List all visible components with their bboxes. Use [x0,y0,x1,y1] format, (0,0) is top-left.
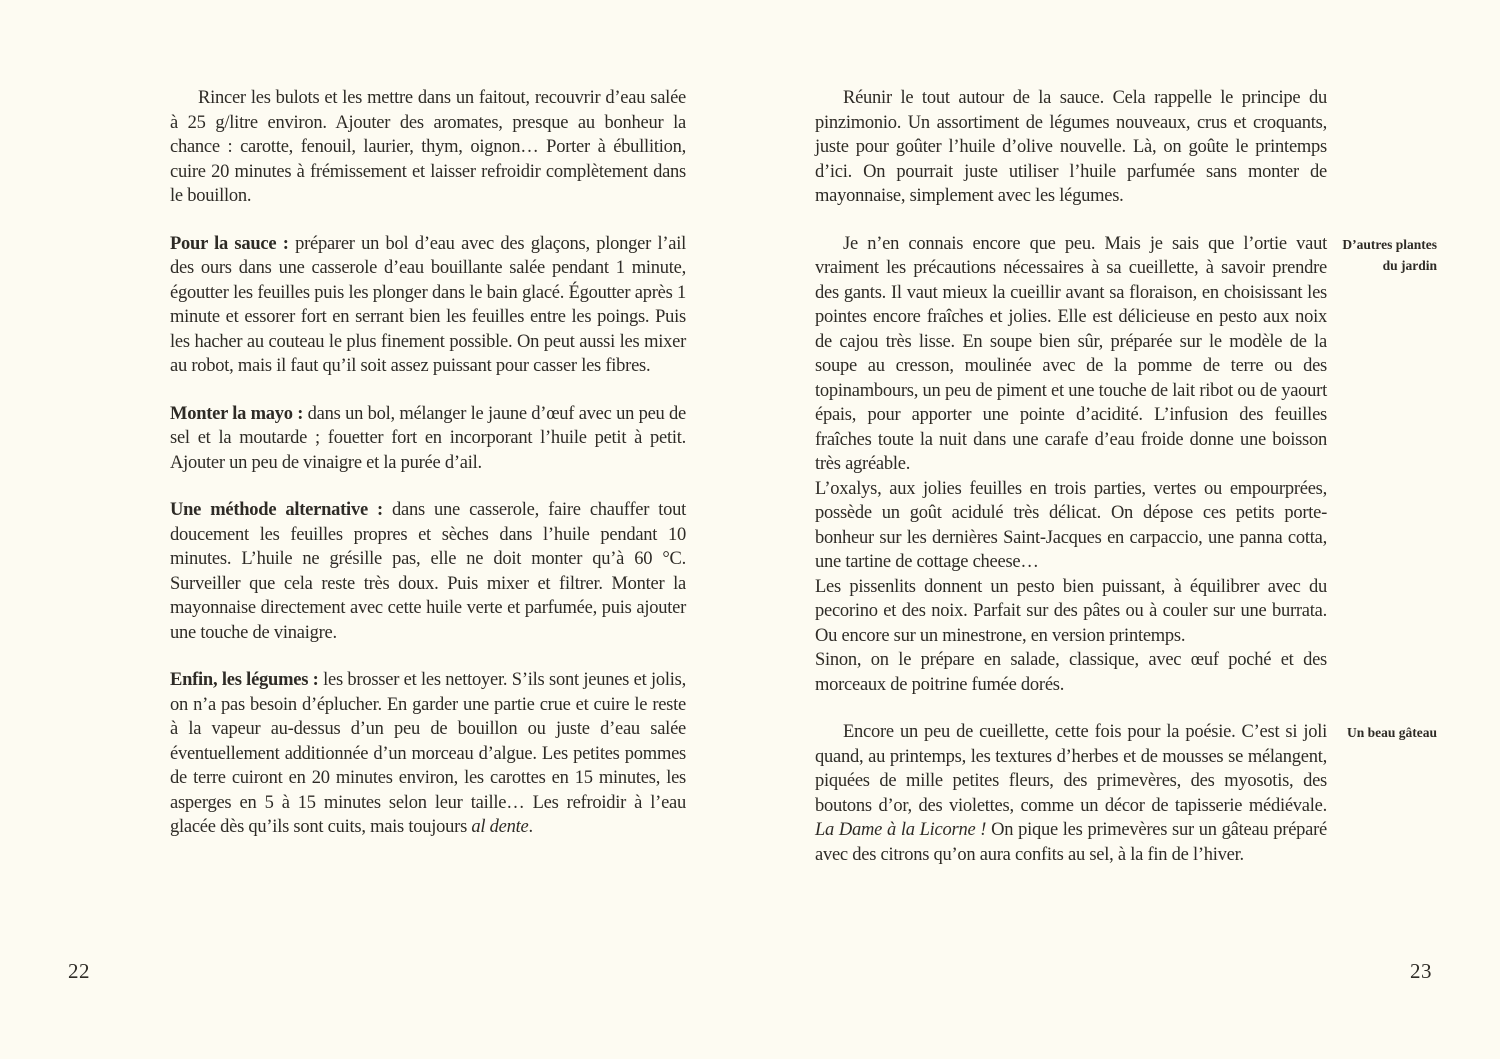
paragraph [815,648,1327,697]
paragraph-lead-in: Une méthode alternative : [170,500,383,520]
paragraph [170,86,686,209]
paragraph-text: On pique les primevères sur un gâteau préparé avec des citrons qu’on aura confits au sel, à la fin de l’hiver. [815,820,1327,865]
paragraph [815,232,1437,477]
paragraph [815,575,1327,649]
right-page-text-column [815,86,1437,867]
italic-phrase: La Dame à la Licorne ! [815,820,987,840]
left-page-text-column [170,86,686,840]
paragraph-text: Les pissenlits donnent un pesto bien puissant, à équilibrer avec du pecorino et des noix. Parfait sur des pâtes ou à couler sur une burrata. Ou encore sur un minestrone, en version printemps. [815,576,1327,646]
paragraph-text: dans une casserole, faire chauffer tout doucement les feuilles propres et sèches dans l’huile pendant 10 minutes. L’huile ne grésille pas, elle ne doit monter qu’à 60 °C. Surveiller que cela reste très doux. Puis mixer et filtrer. Monter la mayonnaise directement avec cette huile verte et parfumée, puis ajouter une touche de vinaigre. [170,500,686,643]
paragraph-text: Rincer les bulots et les mettre dans un faitout, recouvrir d’eau salée à 25 g/litre environ. Ajouter des aromates, presque au bonheur la chance : carotte, fenouil, laurier, thym, oignon… Porter à ébullition, cuire 20 minutes à frémissement et laisser refroidir complètement dans le bouillon. [170,88,686,206]
paragraph-text: dans un bol, mélanger le jaune d’œuf avec un peu de sel et la moutarde ; fouetter fort en incorporant l’huile petit à petit. Ajouter un peu de vinaigre et la purée d’ail. [170,403,686,473]
paragraph-text: préparer un bol d’eau avec des glaçons, plonger l’ail des ours dans une casserole d’eau bouillante salée pendant 1 minute, égoutter les feuilles puis les plonger dans le bain glacé. Égoutter après 1 minute et essorer fort en serrant bien les feuilles entre les poings. Puis les hacher au couteau le plus finement possible. On peut aussi les mixer au robot, mais il faut qu’il soit assez puissant pour casser les fibres. [170,233,686,376]
paragraph-text: . [528,817,533,837]
paragraph [170,402,686,476]
margin-note: Un beau gâteau [1346,725,1437,740]
paragraph-text: Sinon, on le prépare en salade, classique, avec œuf poché et des morceaux de poitrine fumée dorés. [815,650,1327,695]
paragraph [170,232,686,379]
paragraph [170,668,686,840]
paragraph [815,720,1437,867]
paragraph-lead-in: Enfin, les légumes : [170,670,319,690]
italic-phrase: al dente [471,817,529,837]
paragraph-text: Je n’en connais encore que peu. Mais je sais que l’ortie vaut vraiment les précautions nécessaires à sa cueillette, à savoir prendre des gants. Il vaut mieux la cueillir avant sa floraison, en choisissant les pointes encore fraîches et jolies. Elle est délicieuse en pesto aux noix de cajou très lisse. En soupe bien sûr, préparée sur le modèle de la soupe au cresson, moulinée avec de la pomme de terre ou des topinambours, un peu de piment et une touche de lait ribot ou de yaourt épais, pour apporter une pointe d’acidité. L’infusion des feuilles fraîches toute la nuit dans une carafe d’eau froide donne une boisson très agréable. [815,233,1327,474]
paragraph [815,477,1327,575]
paragraph-lead-in: Monter la mayo : [170,403,304,424]
page-number-left: 22 [68,959,90,983]
paragraph [815,86,1327,209]
paragraph [170,498,686,645]
paragraph-text: les brosser et les nettoyer. S’ils sont jeunes et jolis, on n’a pas besoin d’éplucher. En garder une partie crue et cuire le reste à la vapeur au-dessus d’un peu de bouillon ou juste d’eau salée éventuellement additionnée d’un morceau d’algue. Les petites pommes de terre cuiront en 20 minutes environ, les carottes en 15 minutes, les asperges en 5 à 15 minutes selon leur taille… Les refroidir à l’eau glacée dès qu’ils sont cuits, mais toujours [170,670,686,837]
paragraph-lead-in: Pour la sauce : [170,233,289,254]
page-number-right: 23 [1410,959,1432,983]
paragraph-text: Encore un peu de cueillette, cette fois pour la poésie. C’est si joli quand, au printemps, les textures d’herbes et de mousses se mélangent, piquées de mille petites fleurs, des primevères, des myosotis, des boutons d’or, des violettes, comme un décor de tapisserie médiévale. [815,722,1327,816]
margin-note: D’autres plantes du jardin [1342,236,1437,273]
paragraph-text: Réunir le tout autour de la sauce. Cela rappelle le principe du pinzimonio. Un assortiment de légumes nouveaux, crus et croquants, juste pour goûter l’huile d’olive nouvelle. Là, on goûte le printemps d’ici. On pourrait juste utiliser l’huile parfumée sans monter de mayonnaise, simplement avec les légumes. [815,88,1327,206]
paragraph-text: L’oxalys, aux jolies feuilles en trois parties, vertes ou empourprées, possède un goût acidulé très délicat. On dépose ces petits porte-bonheur sur les dernières Saint-Jacques en carpaccio, une panna cotta, une tartine de cottage cheese… [815,478,1327,572]
